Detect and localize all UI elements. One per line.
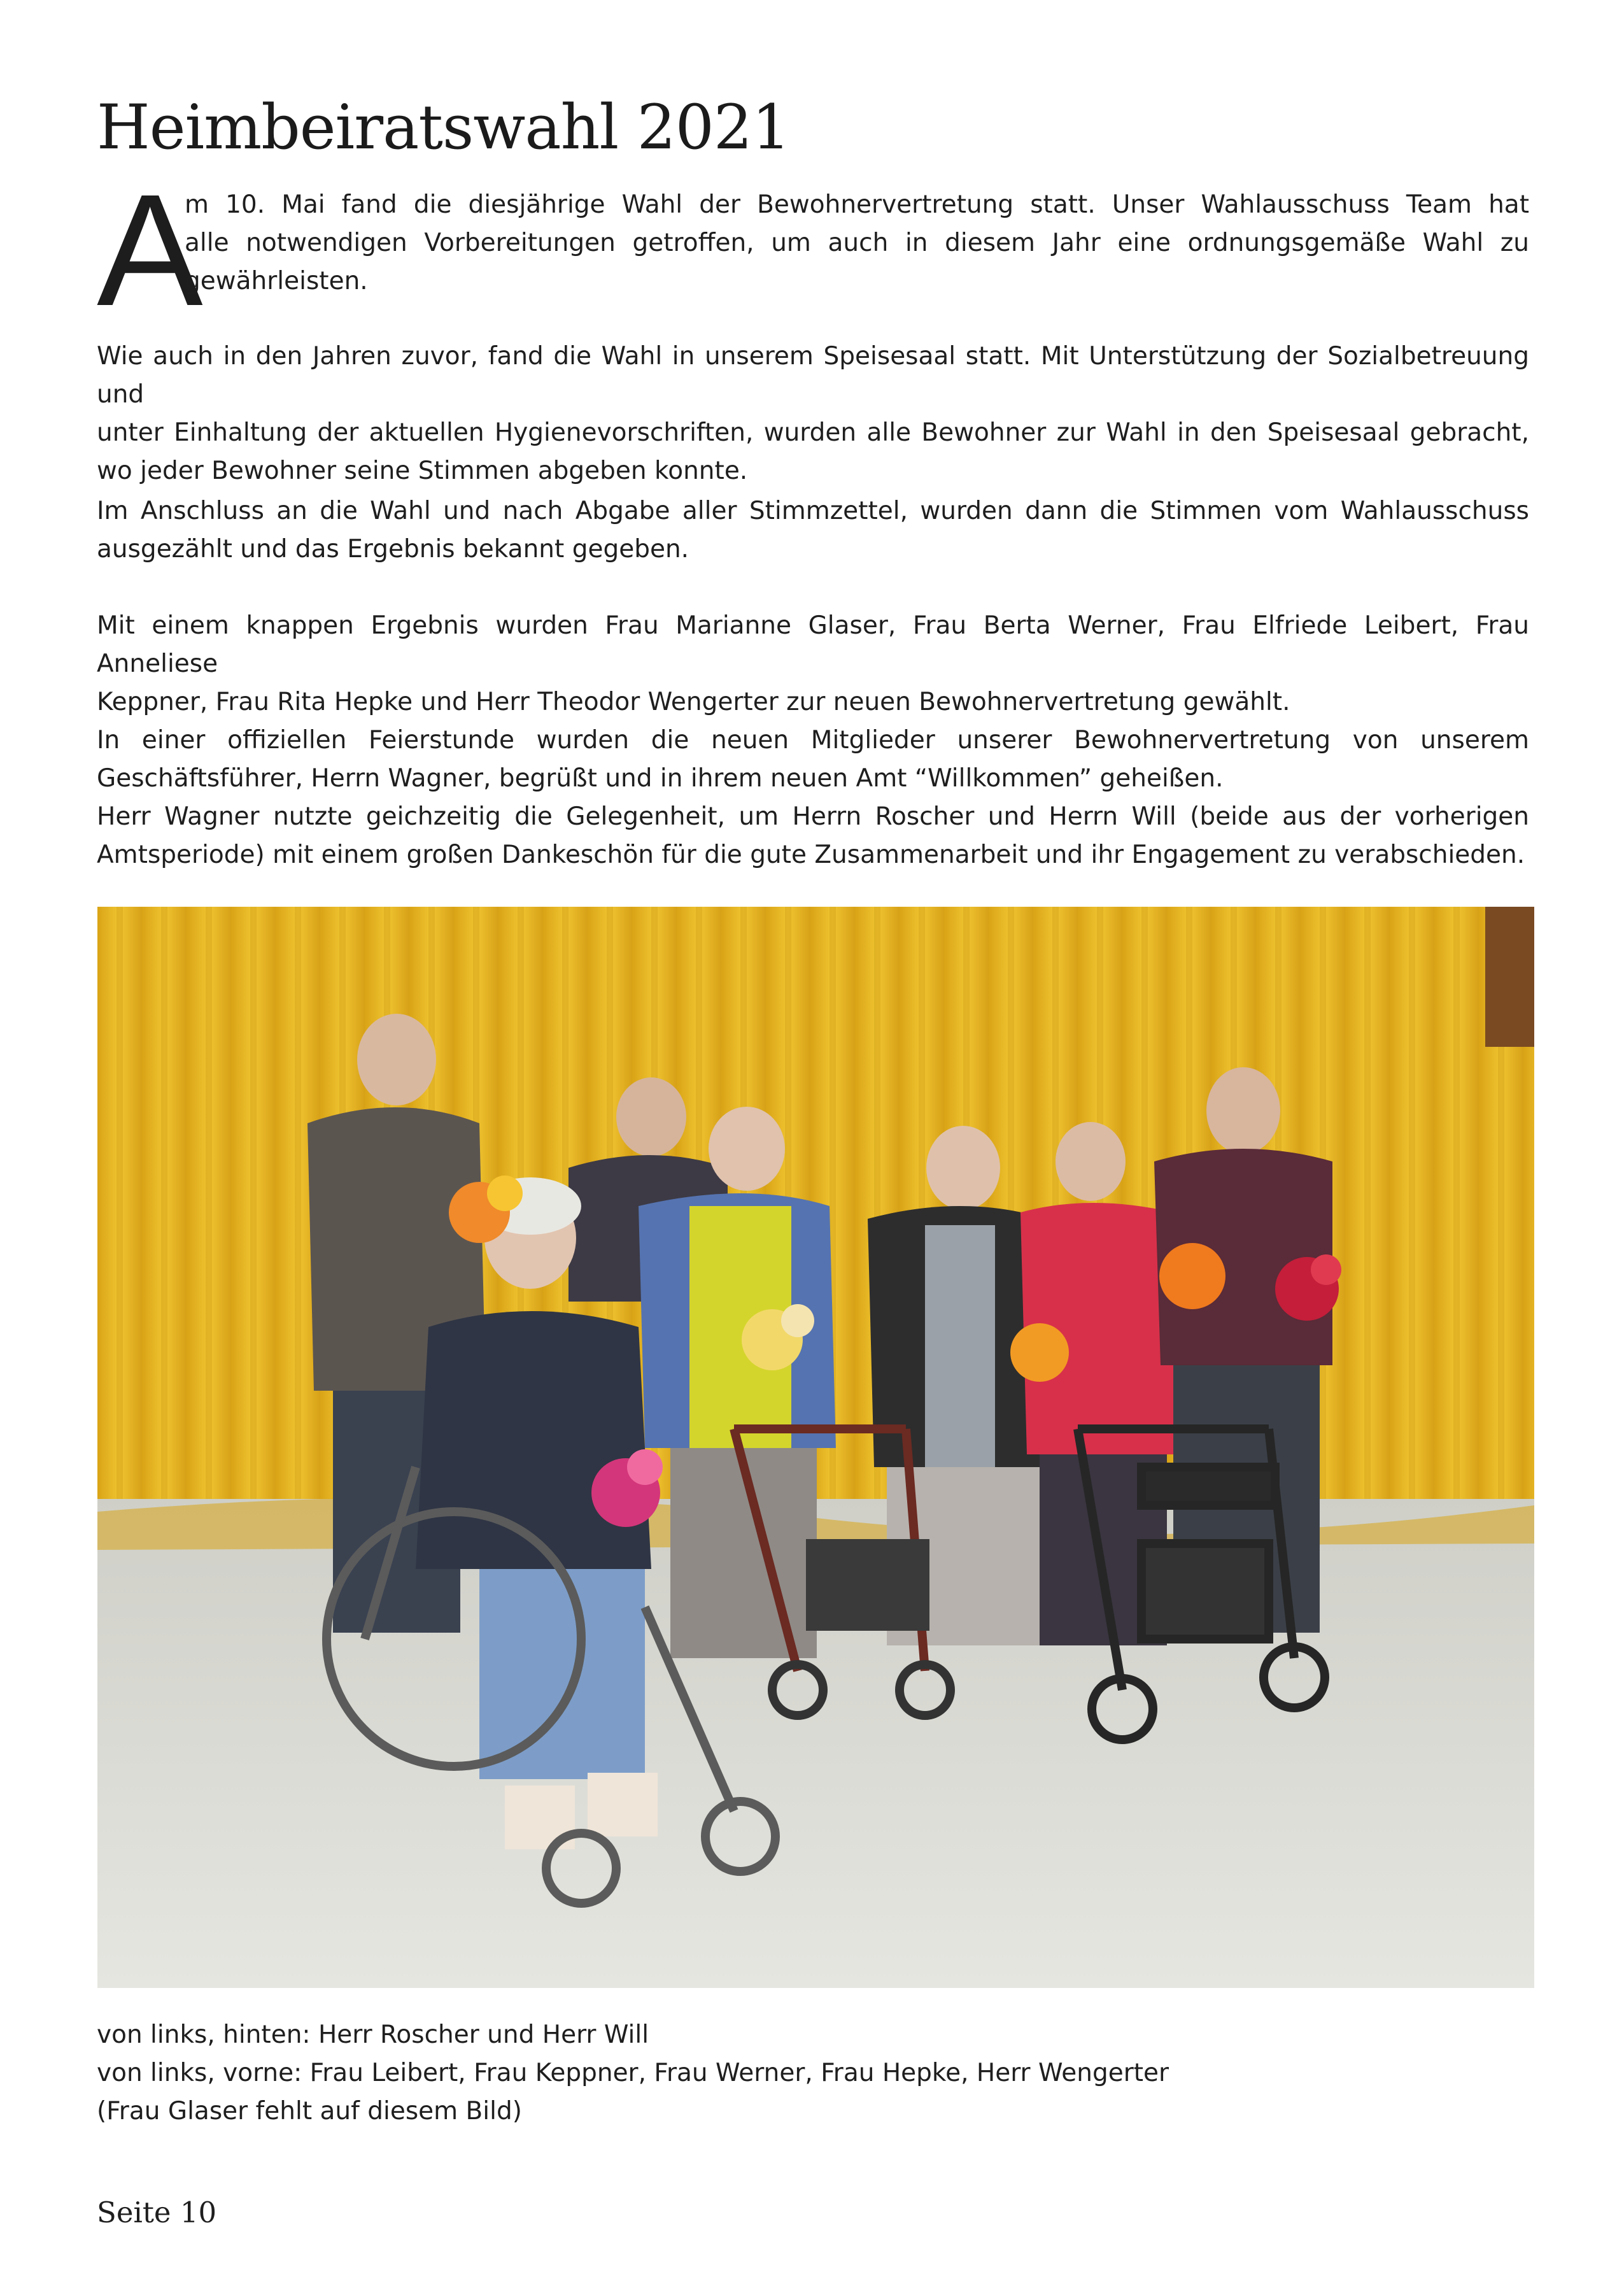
text-line: Amtsperiode) mit einem großen Dankeschön für die gute Zusammenarbeit und ihr Engagement zu verabschieden. [97,841,1525,869]
page-number: Seite 10 [97,2196,217,2229]
group-photo-illustration [97,907,1534,1988]
text-line: alle notwendigen Vorbereitungen getroffen, um auch in diesem Jahr eine ordnungsgemäße Wahl zu [185,229,1529,257]
text-line: wo jeder Bewohner seine Stimmen abgeben konnte. [97,457,748,485]
caption-line: von links, vorne: Frau Leibert, Frau Keppner, Frau Werner, Frau Hepke, Herr Wengerter [97,2059,1169,2087]
text-line: m 10. Mai fand die diesjährige Wahl der Bewohnervertretung statt. Unser Wahlausschuss Team hat [185,190,1529,219]
wood-panel [1485,907,1534,1047]
text-line: ausgezählt und das Ergebnis bekannt gegeben. [97,535,689,564]
paragraph-counting [97,492,1529,569]
text-line: unter Einhaltung der aktuellen Hygienevorschriften, wurden alle Bewohner zur Wahl in den Speisesaal gebracht, [97,418,1529,447]
text-line: Herr Wagner nutzte geichzeitig die Gelegenheit, um Herrn Roscher und Herrn Will (beide aus der vorherigen [97,802,1529,831]
text-line: Im Anschluss an die Wahl und nach Abgabe aller Stimmzettel, wurden dann die Stimmen vom Wahlausschuss [97,497,1529,525]
caption-line: von links, hinten: Herr Roscher und Herr Will [97,2020,649,2049]
text-line: In einer offiziellen Feierstunde wurden die neuen Mitglieder unserer Bewohnervertretung von unserem [97,726,1529,755]
paragraph-venue [97,337,1529,490]
text-line: Mit einem knappen Ergebnis wurden Frau Marianne Glaser, Frau Berta Werner, Frau Elfriede Leibert, Frau Anneliese [97,611,1529,678]
photo-caption [97,2016,1169,2131]
text-line: Geschäftsführer, Herrn Wagner, begrüßt und in ihrem neuen Amt “Willkommen” geheißen. [97,764,1224,793]
group-photo [97,907,1534,1988]
drop-cap: A [97,161,203,339]
article-title: Heimbeiratswahl 2021 [97,92,790,163]
text-line: Wie auch in den Jahren zuvor, fand die Wahl in unserem Speisesaal statt. Mit Unterstützung der Sozialbetreuung und [97,342,1529,409]
paragraph-result [97,607,1529,721]
text-line: Keppner, Frau Rita Hepke und Herr Theodor Wengerter zur neuen Bewohnervertretung gewählt. [97,688,1290,716]
caption-line: (Frau Glaser fehlt auf diesem Bild) [97,2097,522,2126]
text-line: gewährleisten. [185,267,368,295]
intro-paragraph [185,186,1529,301]
paragraph-ceremony [97,721,1529,874]
